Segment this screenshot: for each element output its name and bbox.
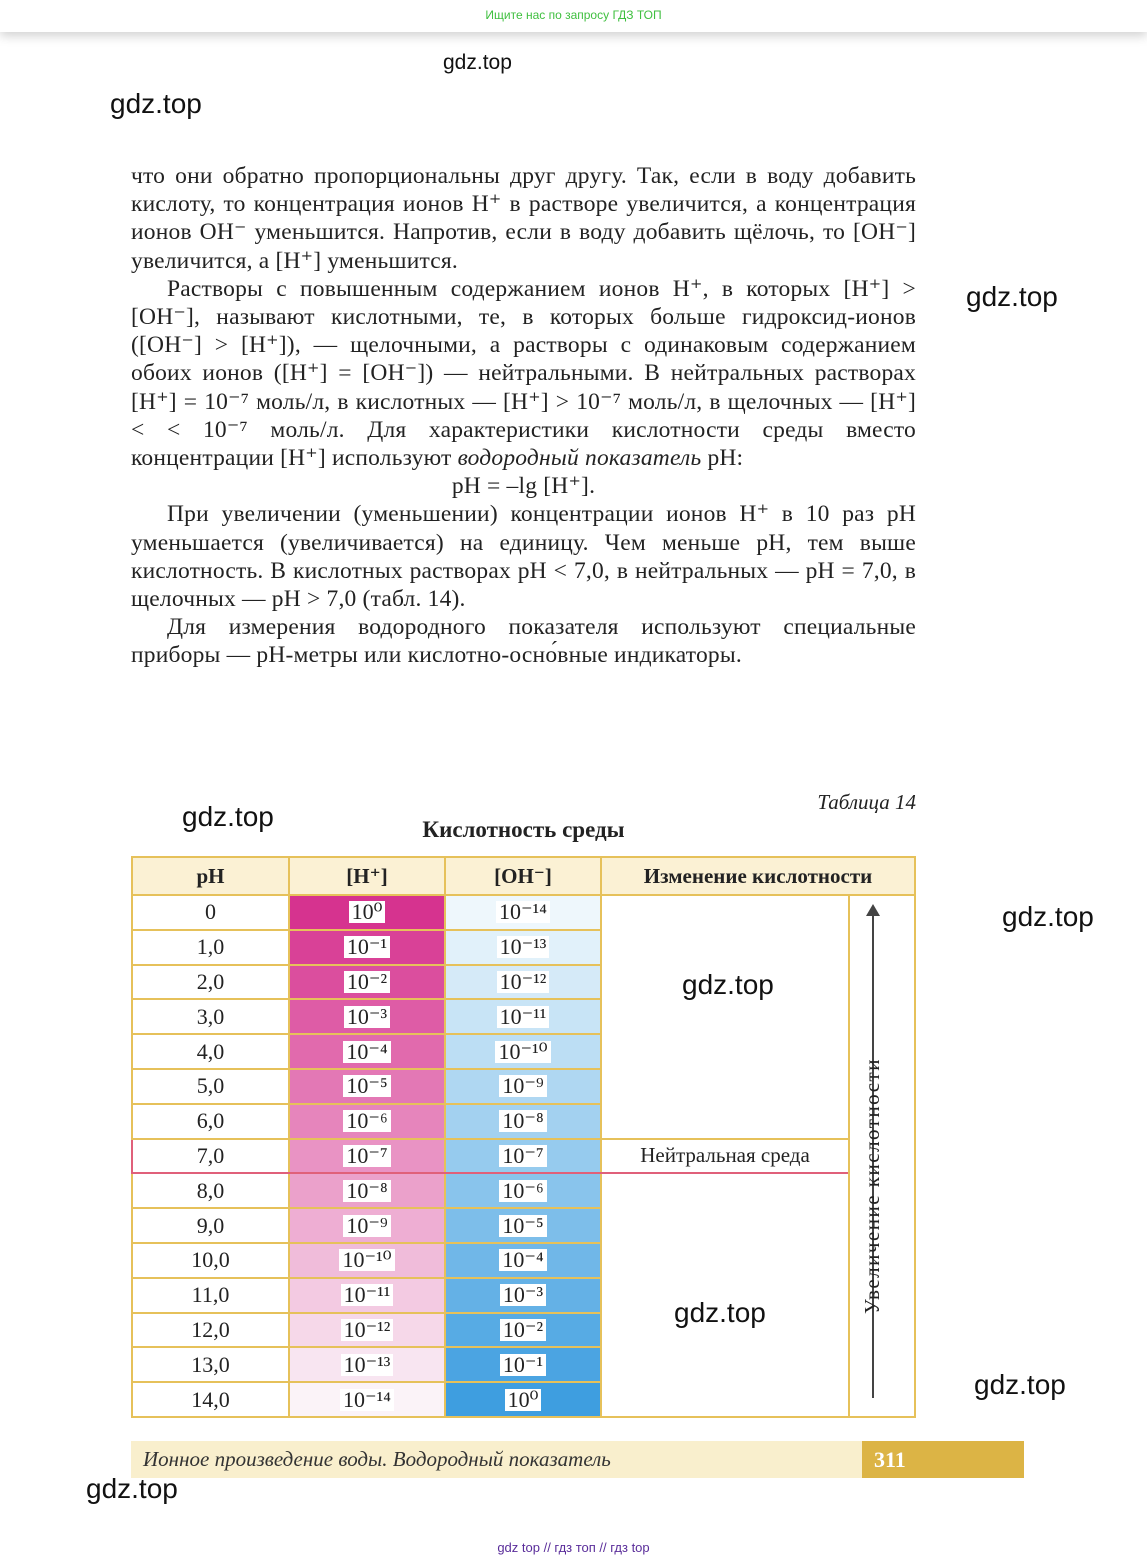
paragraph-4: Для измерения водородного показателя используют специальные приборы — pH-метры или кислотно-осно́вные индикаторы. (131, 614, 916, 669)
paragraph-3: При увеличении (уменьшении) концентрации ионов H⁺ в 10 раз pH уменьшается (увеличивается) на единицу. Чем меньше pH, тем выше кислотность. В кислотных растворах pH < 7,0, в нейтральных — pH = 7,0, в щелочных — pH > 7,0 (табл. 14). (131, 501, 916, 613)
bottom-link[interactable]: gdz top // гдз топ // гдз top (497, 1540, 650, 1555)
h-concentration-cell-value: 10⁰ (349, 901, 386, 923)
ph-cell-value: 1,0 (196, 934, 225, 960)
h-concentration-cell (289, 1069, 445, 1104)
top-banner (0, 0, 1147, 32)
h-concentration-cell (289, 1139, 445, 1174)
h-concentration-cell (289, 1278, 445, 1313)
ph-cell (132, 965, 289, 1000)
oh-concentration-cell-value: 10⁻⁵ (499, 1215, 546, 1237)
oh-concentration-cell-value: 10⁻⁹ (499, 1075, 546, 1097)
section-title: Ионное произведение воды. Водородный показатель (143, 1447, 611, 1471)
ph-cell (132, 1069, 289, 1104)
oh-concentration-cell-value: 10⁻⁶ (499, 1180, 546, 1202)
table-row (132, 895, 915, 930)
ph-cell-value: 12,0 (191, 1316, 230, 1342)
table-header-row (132, 857, 915, 895)
oh-concentration-cell-value: 10⁻¹³ (497, 936, 550, 958)
h-concentration-cell-value: 10⁻¹ (344, 936, 390, 958)
h-concentration-cell-value: 10⁻⁶ (343, 1110, 390, 1132)
h-concentration-cell (289, 1104, 445, 1139)
h-concentration-cell (289, 999, 445, 1034)
h-concentration-cell-value: 10⁻⁵ (343, 1075, 390, 1097)
table-caption: Таблица 14 (817, 790, 916, 814)
ph-cell (132, 1104, 289, 1139)
oh-concentration-cell-value: 10⁰ (505, 1389, 542, 1411)
ph-cell (132, 895, 289, 930)
ph-cell (132, 1139, 289, 1174)
ph-cell-value: 9,0 (196, 1212, 225, 1238)
oh-concentration-cell (445, 1382, 601, 1417)
ph-cell-value: 4,0 (196, 1038, 225, 1064)
acidic-region-cell (601, 895, 849, 1139)
h-concentration-cell-value: 10⁻⁴ (343, 1041, 390, 1063)
oh-concentration-cell-value: 10⁻¹² (497, 971, 550, 993)
oh-concentration-cell-value: 10⁻⁴ (499, 1249, 546, 1271)
ph-cell-value: 3,0 (196, 1003, 225, 1029)
h-concentration-cell (289, 1208, 445, 1243)
ph-formula: pH = –lg [H⁺]. (451, 473, 596, 500)
oh-concentration-cell-value: 10⁻¹⁴ (496, 901, 550, 923)
ph-cell-value: 2,0 (196, 968, 225, 994)
arrow-head-icon (866, 904, 880, 916)
h-concentration-cell-value: 10⁻¹⁴ (340, 1389, 394, 1411)
watermark: gdz.top (443, 51, 512, 74)
header-acidity-change: Изменение кислотности (601, 857, 915, 895)
table-row (132, 1173, 915, 1208)
watermark: gdz.top (966, 281, 1058, 312)
oh-concentration-cell (445, 1034, 601, 1069)
h-concentration-cell-value: 10⁻⁷ (343, 1145, 390, 1167)
watermark: gdz.top (974, 1369, 1066, 1400)
ph-cell (132, 1347, 289, 1382)
paragraph-2 (131, 275, 916, 472)
watermark: gdz.top (1002, 901, 1094, 932)
h-concentration-cell-value: 10⁻² (344, 971, 390, 993)
oh-concentration-cell (445, 999, 601, 1034)
ph-cell (132, 1278, 289, 1313)
h-concentration-cell (289, 930, 445, 965)
h-concentration-cell-value: 10⁻¹⁰ (339, 1249, 394, 1271)
ph-cell-value: 6,0 (196, 1108, 225, 1134)
table-body (132, 895, 915, 1417)
page-number: 311 (862, 1441, 1024, 1478)
watermark: gdz.top (182, 801, 274, 832)
table-title: Кислотность среды (422, 817, 625, 842)
header-oh: [OH⁻] (445, 857, 601, 895)
oh-concentration-cell-value: 10⁻³ (500, 1284, 546, 1306)
ph-cell (132, 1173, 289, 1208)
h-concentration-cell-value: 10⁻¹¹ (341, 1284, 394, 1306)
header-ph: pH (132, 857, 289, 895)
h-concentration-cell (289, 1173, 445, 1208)
oh-concentration-cell-value: 10⁻² (500, 1319, 546, 1341)
alkaline-region-cell (601, 1173, 849, 1417)
table-row (132, 1139, 915, 1174)
paragraph-2-end: pH: (707, 445, 744, 472)
h-concentration-cell (289, 1382, 445, 1417)
h-concentration-cell-value: 10⁻³ (344, 1006, 390, 1028)
watermark: gdz.top (110, 88, 202, 119)
oh-concentration-cell-value: 10⁻¹ (500, 1354, 546, 1376)
watermark: gdz.top (86, 1473, 178, 1504)
h-concentration-cell (289, 1034, 445, 1069)
ph-cell (132, 1243, 289, 1278)
oh-concentration-cell-value: 10⁻¹¹ (497, 1006, 550, 1028)
ph-cell-value: 13,0 (191, 1351, 230, 1377)
oh-concentration-cell (445, 930, 601, 965)
oh-concentration-cell (445, 1278, 601, 1313)
paragraph-1: что они обратно пропорциональны друг другу. Так, если в воду добавить кислоту, то концентрация ионов H⁺ в растворе увеличится, а концентрация ионов OH⁻ уменьшится. Напротив, если в воду добавить щёлочь, то [OH⁻] увеличится, а [H⁺] уменьшится. (131, 163, 916, 274)
ph-cell-value: 11,0 (191, 1282, 230, 1308)
header-h: [H⁺] (289, 857, 445, 895)
term-italic: водородный показатель (457, 445, 702, 472)
h-concentration-cell (289, 1313, 445, 1348)
h-concentration-cell (289, 965, 445, 1000)
oh-concentration-cell-value: 10⁻⁸ (499, 1110, 546, 1132)
acidity-arrow-label: Увеличение кислотности (860, 1058, 884, 1314)
oh-concentration-cell (445, 1139, 601, 1174)
acidity-table (131, 856, 916, 1418)
oh-concentration-cell (445, 1173, 601, 1208)
h-concentration-cell-value: 10⁻⁹ (343, 1215, 390, 1237)
oh-concentration-cell (445, 1243, 601, 1278)
watermark: gdz.top (682, 969, 774, 1000)
h-concentration-cell (289, 1347, 445, 1382)
ph-cell-value: 8,0 (196, 1177, 225, 1203)
ph-cell (132, 999, 289, 1034)
page-footer (131, 1441, 1024, 1478)
oh-concentration-cell-value: 10⁻⁷ (499, 1145, 546, 1167)
h-concentration-cell-value: 10⁻¹³ (341, 1354, 394, 1376)
ph-cell (132, 1382, 289, 1417)
oh-concentration-cell (445, 1208, 601, 1243)
oh-concentration-cell (445, 1313, 601, 1348)
oh-concentration-cell (445, 1347, 601, 1382)
ph-cell-value: 5,0 (196, 1073, 225, 1099)
h-concentration-cell-value: 10⁻¹² (341, 1319, 394, 1341)
oh-concentration-cell-value: 10⁻¹⁰ (495, 1041, 550, 1063)
oh-concentration-cell (445, 1069, 601, 1104)
h-concentration-cell (289, 1243, 445, 1278)
ph-cell-value: 14,0 (191, 1386, 230, 1412)
oh-concentration-cell (445, 965, 601, 1000)
ph-cell (132, 1208, 289, 1243)
ph-cell-value: 10,0 (191, 1247, 230, 1273)
ph-cell-value: 0 (205, 899, 216, 925)
ph-cell (132, 1313, 289, 1348)
h-concentration-cell (289, 895, 445, 930)
ph-cell (132, 1034, 289, 1069)
ph-cell-value: 7,0 (196, 1142, 225, 1168)
top-banner-text[interactable]: Ищите нас по запросу ГДЗ ТОП (485, 8, 662, 22)
oh-concentration-cell (445, 895, 601, 930)
paragraph-2-text: Растворы с повышенным содержанием ионов H⁺, в которых [H⁺] > [OH⁻], называют кислотными, те, в которых больше гидроксид-ионов ([OH⁻] > [H⁺]), — щелочными, а растворы с одинаковым содержанием обоих ионов ([H⁺] = [OH⁻]) — нейтральными. В нейтральных растворах [H⁺] = 10⁻⁷ моль/л, в кислотных — [H⁺] > 10⁻⁷ моль/л, в щелочных — [H⁺] < < 10⁻⁷ моль/л. Для характеристики кислотности среды вместо концентрации [H⁺] используют (131, 275, 916, 472)
h-concentration-cell-value: 10⁻⁸ (343, 1180, 390, 1202)
acidity-arrow-cell (849, 895, 915, 1417)
body-text (131, 162, 916, 670)
watermark: gdz.top (674, 1297, 766, 1328)
neutral-medium-label: Нейтральная среда (601, 1139, 849, 1174)
ph-cell (132, 930, 289, 965)
oh-concentration-cell (445, 1104, 601, 1139)
